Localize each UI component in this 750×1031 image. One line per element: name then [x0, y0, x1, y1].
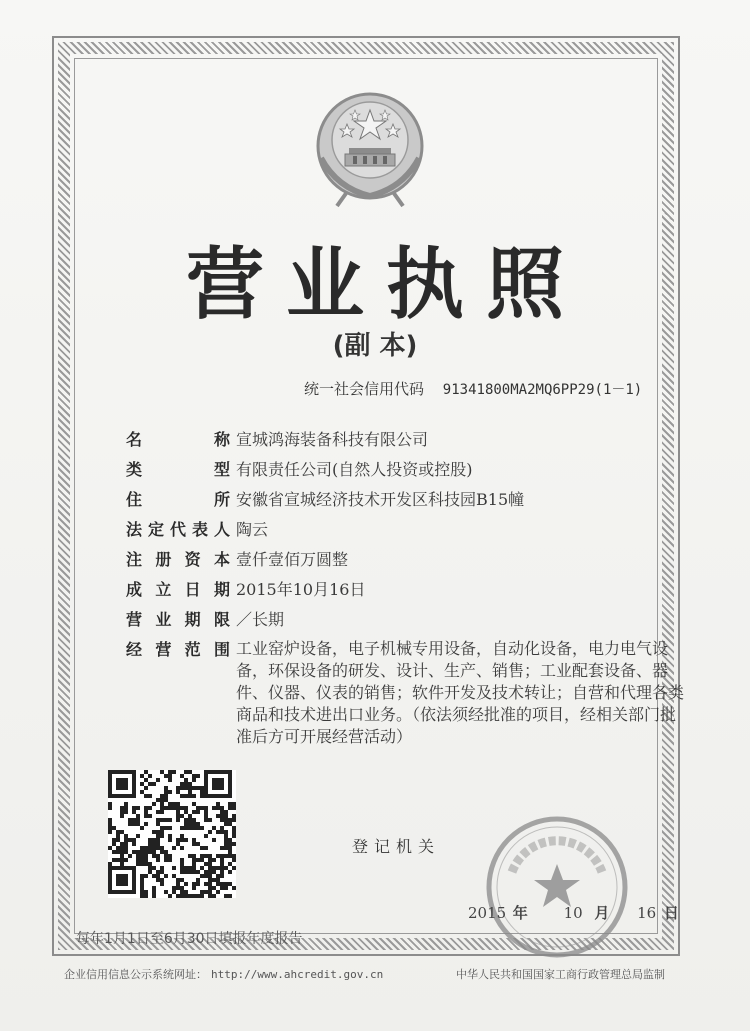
- issue-day: 16: [637, 904, 657, 922]
- label-char: 表: [191, 520, 208, 539]
- label-char: 经: [126, 640, 143, 659]
- field-name-value: 宣城鸿海装备科技有限公司: [236, 430, 429, 449]
- official-seal-icon: [482, 812, 632, 962]
- field-address: [126, 488, 686, 512]
- label-char: 日: [184, 580, 201, 599]
- year-label: 年: [512, 904, 528, 922]
- day-label: 日: [663, 904, 679, 922]
- field-address-value: 安徽省宣城经济技术开发区科技园B15幢: [236, 490, 525, 509]
- label-char: 注: [126, 550, 143, 569]
- field-type-label: [126, 458, 236, 482]
- field-name-label: [126, 428, 236, 452]
- label-char: 范: [184, 640, 201, 659]
- label-char: 法: [126, 520, 143, 539]
- footer-url-label: 企业信用信息公示系统网址：: [64, 968, 207, 981]
- label-char: 人: [213, 520, 230, 539]
- field-established: [126, 578, 686, 602]
- national-emblem-icon: [307, 88, 433, 208]
- month-label: 月: [594, 904, 610, 922]
- field-legal-rep: [126, 518, 686, 542]
- label-char: 营: [126, 610, 143, 629]
- label-char: 本: [213, 550, 230, 569]
- field-legal-rep-value: 陶云: [236, 520, 269, 539]
- field-type: [126, 458, 686, 482]
- footer-url-link[interactable]: http://www.ahcredit.gov.cn: [211, 968, 384, 981]
- field-name: [126, 428, 686, 452]
- field-scope-value: 工业窑炉设备，电子机械专用设备，自动化设备，电力电气设备，环保设备的研发、设计、生产、销售；工业配套设备、器件、仪器、仪表的销售；软件开发及技术转让；自营和代理各类商品和技术进出口业务。（依法须经批准的项目，经相关部门批准后方可开展经营活动）: [236, 639, 685, 746]
- label-char: 名: [126, 430, 143, 449]
- label-char: 营: [155, 640, 172, 659]
- label-char: 型: [213, 460, 230, 479]
- field-term-value: ／长期: [236, 610, 285, 629]
- label-char: 类: [126, 460, 143, 479]
- label-char: 期: [213, 580, 230, 599]
- field-scope: [126, 638, 686, 748]
- issue-month: 10: [563, 904, 583, 922]
- registration-authority: 登记机关: [352, 837, 441, 856]
- credit-code-value: 91341800MA2MQ6PP29(1－1): [442, 382, 643, 398]
- qr-code-icon: [108, 770, 236, 898]
- field-type-value: 有限责任公司(自然人投资或控股): [236, 460, 473, 479]
- label-char: 资: [184, 550, 201, 569]
- annual-report-note: 每年1月1日至6月30日填报年度报告: [76, 931, 303, 947]
- label-char: 围: [213, 640, 230, 659]
- label-char: 立: [155, 580, 172, 599]
- field-term-label: [126, 608, 236, 632]
- label-char: 业: [155, 610, 172, 629]
- label-char: 定: [147, 520, 164, 539]
- label-char: 代: [169, 520, 186, 539]
- issue-date: [468, 902, 679, 923]
- footer-credit-system: [64, 966, 383, 982]
- label-char: 称: [213, 430, 230, 449]
- label-char: 限: [213, 610, 230, 629]
- label-char: 册: [155, 550, 172, 569]
- credit-code-row: [304, 378, 642, 399]
- field-capital-value: 壹仟壹佰万圆整: [236, 550, 349, 569]
- field-scope-label: [126, 638, 236, 748]
- field-established-value: 2015年10月16日: [236, 580, 366, 599]
- license-title: 营业执照: [185, 240, 586, 330]
- field-legal-rep-label: [126, 518, 236, 542]
- label-char: 住: [126, 490, 143, 509]
- copy-subtitle: (副 本): [332, 331, 418, 361]
- field-established-label: [126, 578, 236, 602]
- field-capital-label: [126, 548, 236, 572]
- footer-issuer: 中华人民共和国国家工商行政管理总局监制: [456, 968, 665, 981]
- credit-code-label: 统一社会信用代码: [304, 380, 425, 398]
- field-term: [126, 608, 686, 632]
- field-capital: [126, 548, 686, 572]
- issue-year: 2015: [468, 904, 507, 922]
- license-fields: [126, 428, 686, 754]
- label-char: 期: [184, 610, 201, 629]
- field-address-label: [126, 488, 236, 512]
- label-char: 所: [213, 490, 230, 509]
- label-char: 成: [126, 580, 143, 599]
